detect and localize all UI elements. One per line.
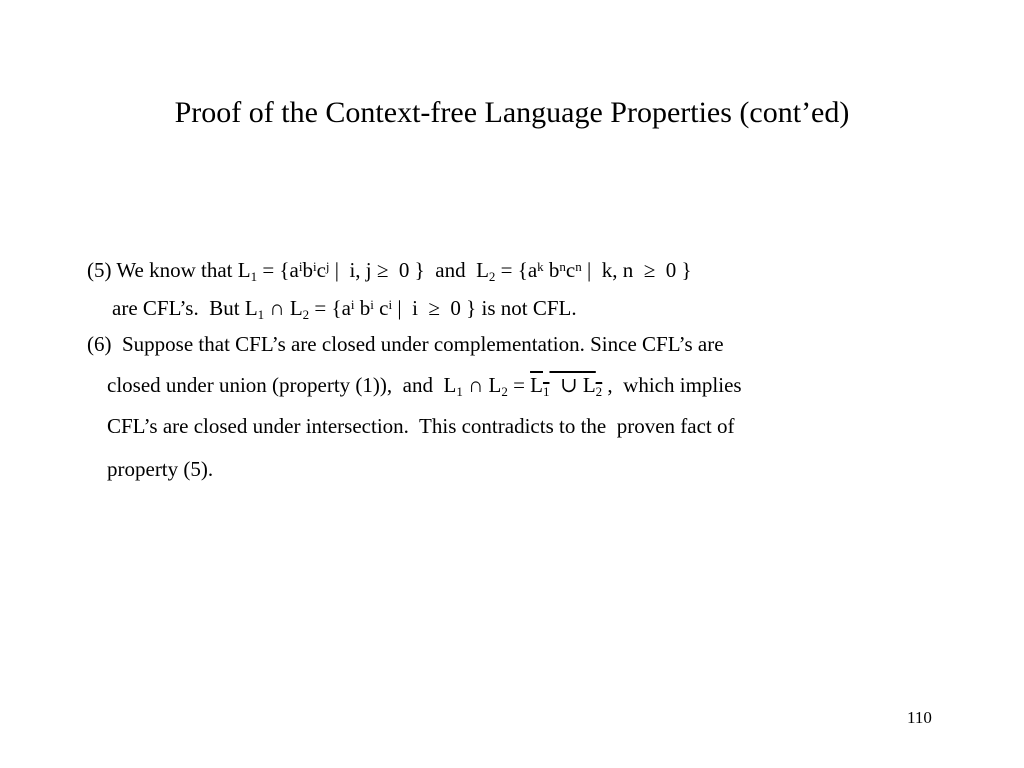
l2-subscript: 2 [488,269,496,284]
complement-sub2: 2 [595,384,603,399]
l2-b: b [543,258,560,282]
item5-line1 [87,257,692,283]
item6-line2-tail: , which implies [602,373,742,397]
l2-exp-n1: n [559,259,566,274]
l2-c: c [565,258,576,282]
intersection-exp-i3: i [388,297,393,312]
item5-intro: (5) We know that L [87,258,251,282]
complement-l2: L [582,373,596,397]
l2-exp-k: k [537,259,544,274]
l1-exp-i1: i [298,259,303,274]
page-number: 110 [907,708,932,727]
item6-equals: = [507,373,531,397]
l1-exp-i2: i [312,259,317,274]
complement-l1: L [530,373,543,397]
item6-sub2: 2 [501,384,508,399]
l1-exp-j: j [325,259,330,274]
item6-intersection-symbol: ∩ L [462,373,502,397]
l1-c: c [316,258,326,282]
union-symbol: ∪ [549,373,583,397]
intersection-exp-i2: i [370,297,374,312]
complement-union-expression [530,373,602,397]
l1-b: b [302,258,313,282]
intersection-sub1: 1 [257,307,265,322]
l1-condition: | i, j ≥ 0 } and L [329,258,489,282]
intersection-b: b [354,296,371,320]
item6-line1: (6) Suppose that CFL’s are closed under complementation. Since CFL’s are [87,332,724,356]
intersection-sub2: 2 [302,307,310,322]
item5-line2 [112,295,577,321]
l1-subscript: 1 [250,269,258,284]
complement-sub1: 1 [542,384,550,399]
l2-exp-n2: n [575,259,582,274]
intersection-set-open: = {a [309,296,351,320]
intersection-exp-i1: i [350,297,355,312]
intersection-symbol: ∩ L [264,296,303,320]
slide-title: Proof of the Context-free Language Properties (cont’ed) [174,96,850,129]
item5-line2-text: are CFL’s. But L [112,296,258,320]
item6-sub1: 1 [456,384,463,399]
item6-line3: CFL’s are closed under intersection. This contradicts to the proven fact of [107,414,735,438]
intersection-c: c [373,296,389,320]
item6-line2 [107,372,742,398]
l2-condition: | k, n ≥ 0 } [581,258,692,282]
item6-line2-text: closed under union (property (1)), and L [107,373,457,397]
item6-line4: property (5). [107,457,214,481]
l2-set-open: = {a [495,258,538,282]
item5-line2-tail: | i ≥ 0 } is not CFL. [392,296,577,320]
l1-set-open: = {a [257,258,299,282]
